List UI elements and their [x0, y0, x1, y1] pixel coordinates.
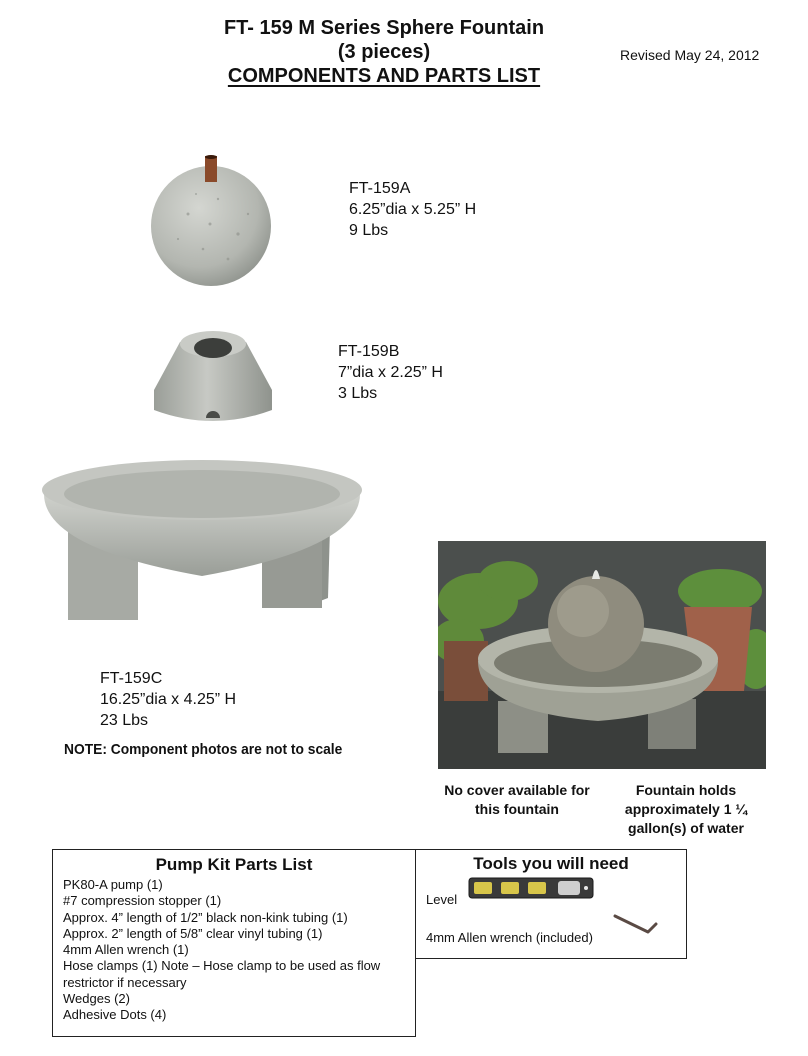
capacity-caption: [614, 781, 758, 838]
component-b-code: FT-159B: [338, 343, 400, 360]
list-item: PK80-A pump (1): [63, 877, 163, 892]
component-c-dims: 16.25”dia x 4.25” H: [100, 691, 237, 708]
assembled-fountain-photo: [438, 541, 766, 769]
list-item: #7 compression stopper (1): [63, 893, 222, 909]
list-item: Adhesive Dots (4): [63, 1007, 167, 1023]
pump-kit-list: [63, 877, 405, 1024]
allen-wrench-icon: [612, 912, 660, 940]
component-a-weight: 9 Lbs: [349, 222, 389, 239]
tools-title: Tools you will need: [473, 854, 629, 873]
capacity-line-3: gallon(s) of water: [628, 820, 744, 836]
list-item: Wedges (2): [63, 991, 130, 1007]
component-c-weight: 23 Lbs: [100, 712, 149, 729]
level-label: Level: [426, 892, 458, 907]
list-item: Approx. 4” length of 1/2” black non-kink tubing (1): [63, 909, 348, 925]
component-a-code: FT-159A: [349, 180, 411, 197]
component-a-specs: [349, 178, 476, 241]
component-c-code: FT-159C: [100, 670, 163, 687]
revised-date: Revised May 24, 2012: [620, 47, 760, 63]
pump-kit-parts-box: [52, 849, 416, 1037]
capacity-line-2: approximately 1 ¼: [624, 801, 748, 817]
no-cover-caption: [438, 781, 596, 819]
tools-box: [415, 849, 687, 959]
sphere-component-image: [148, 154, 276, 288]
title-line-3: [0, 64, 768, 88]
scale-note: NOTE: Component photos are not to scale: [64, 741, 343, 758]
component-a-dims: 6.25”dia x 5.25” H: [349, 201, 477, 218]
title-underlined: COMPONENTS AND PARTS LIST: [227, 65, 541, 87]
capacity-line-1: Fountain holds: [635, 782, 737, 798]
list-item: Approx. 2” length of 5/8” clear vinyl tubing (1): [63, 925, 323, 941]
bowl-component-image: [40, 458, 364, 626]
title-line-2: (3 pieces): [337, 41, 431, 63]
pump-kit-title: Pump Kit Parts List: [155, 855, 313, 874]
no-cover-line-1: No cover available for: [444, 782, 590, 798]
list-item: 4mm Allen wrench (1): [63, 942, 189, 958]
component-b-specs: [338, 341, 443, 404]
component-c-specs: [100, 668, 236, 731]
list-item: Hose clamps (1) Note – Hose clamp to be used as flow restrictor if necessary: [63, 958, 381, 990]
no-cover-line-2: this fountain: [475, 801, 559, 817]
title-line-1: FT- 159 M Series Sphere Fountain: [223, 17, 545, 39]
cone-base-component-image: [150, 328, 276, 426]
component-b-dims: 7”dia x 2.25” H: [338, 364, 443, 381]
component-b-weight: 3 Lbs: [338, 385, 378, 402]
allen-wrench-label: 4mm Allen wrench (included): [426, 930, 593, 945]
level-tool-icon: [468, 875, 594, 901]
